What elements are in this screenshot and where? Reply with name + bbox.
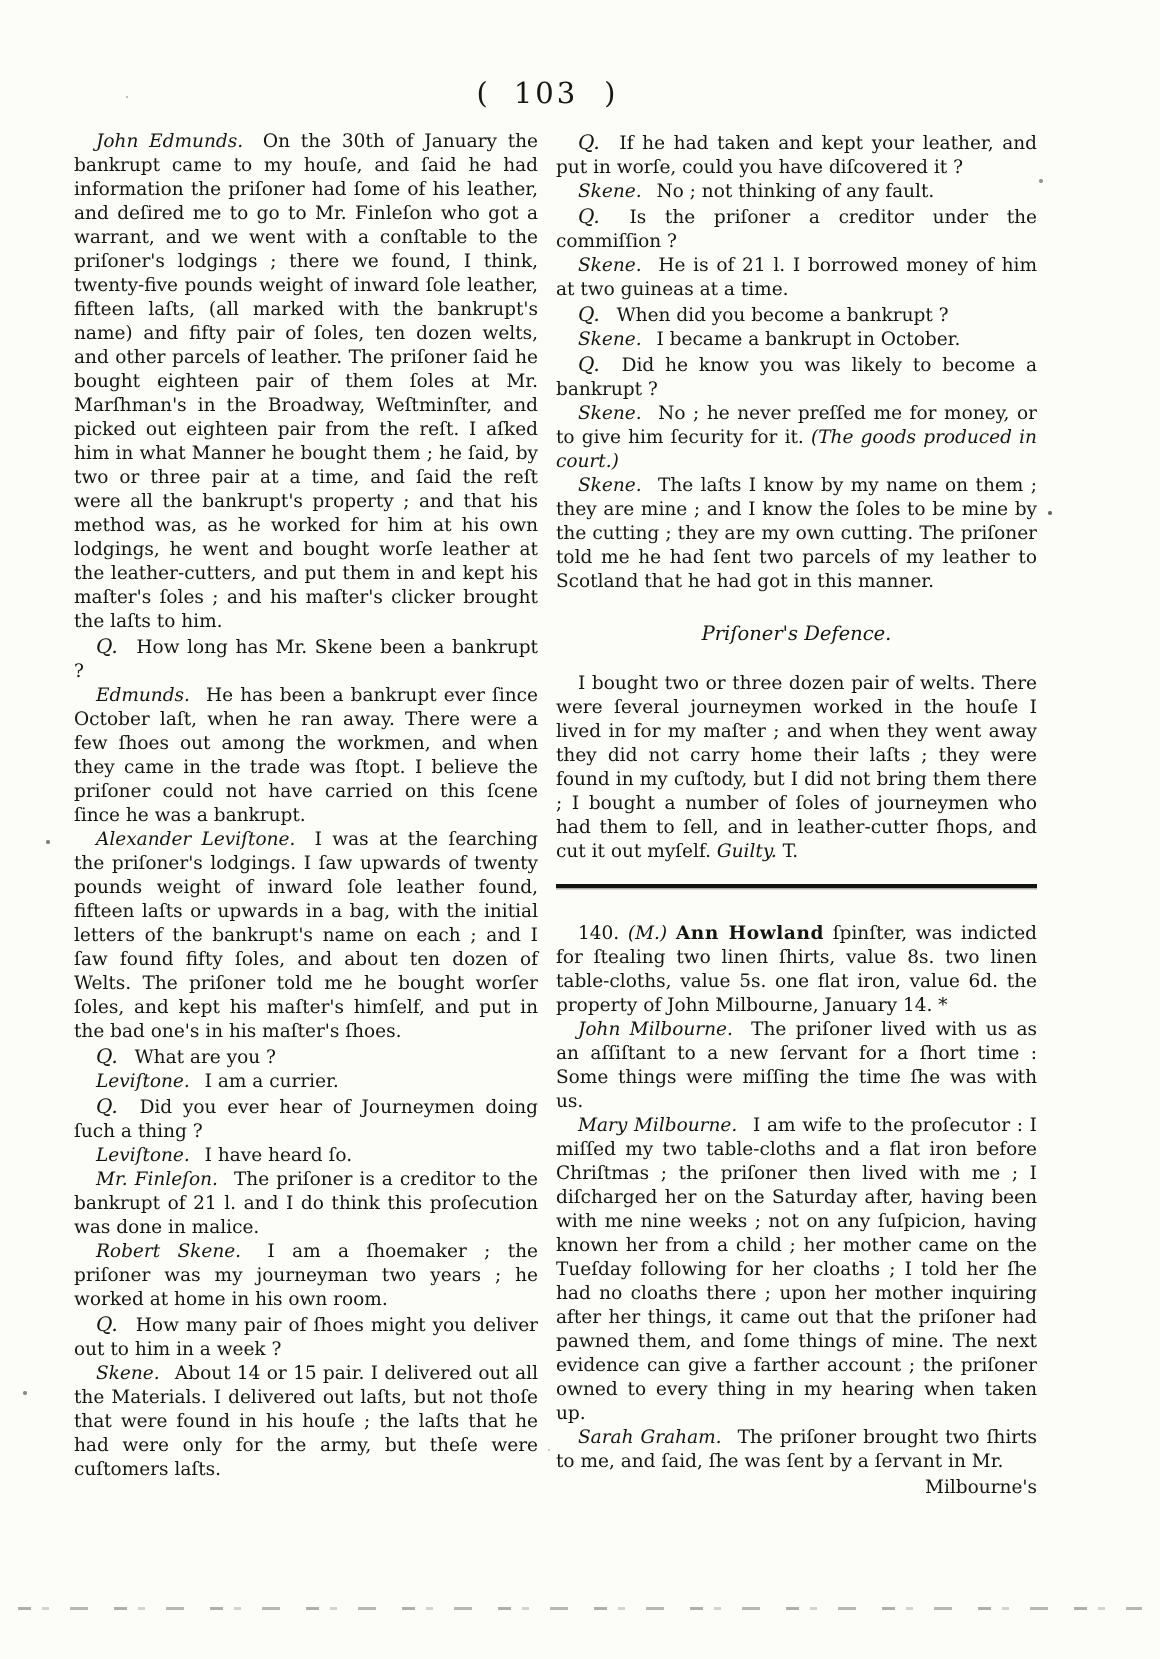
text-segment: (M.) xyxy=(627,923,668,944)
catchword: Milbourne's xyxy=(925,1477,1037,1498)
text-segment: The laſts I know by my name on them ; they are mine ; and I know the ſoles to be mine by the cutting ; they are my own cutting. The priſoner told me he had ſent two parcels of my leather to Scotland that he had got in this manner. xyxy=(556,475,1037,592)
speaker-name: Skene. xyxy=(578,329,642,350)
text-segment: The priſoner lived with us as an aſſiſtant to a new ſervant for a ſhort time : Some things were miſſing the time ſhe was with us. xyxy=(556,1019,1037,1112)
question-paragraph xyxy=(556,352,1037,402)
speaker-name: Sarah Graham. xyxy=(578,1427,722,1448)
text-column-right xyxy=(556,130,1037,1500)
speaker-name: John Edmunds. xyxy=(96,131,244,152)
paragraph xyxy=(556,1114,1037,1426)
scan-artifact-line xyxy=(18,1607,1142,1610)
paragraph xyxy=(556,254,1037,302)
speaker-name: Skene. xyxy=(578,181,642,202)
paragraph xyxy=(556,180,1037,204)
text-segment: Did he know you was likely to become a bankrupt ? xyxy=(556,355,1037,400)
text-segment: I am wife to the proſecutor : I miſſed my two table-cloths and a flat iron before Chriſtmas ; the priſoner then lived with me ; I diſcharged her on the Saturday after, having been with me nine weeks ; not on any ſuſpicion, having known her from a child ; her mother came on the Tueſday following for her cloaths ; I told her ſhe had no cloaths there ; upon her mother inquiring after her things, it came out that the priſoner had pawned them, and ſome things of mine. The next evidence can give a farther account ; the priſoner owned to every thing in my hearing when taken up. xyxy=(556,1115,1037,1424)
speaker-name: Mr. Finleſon. xyxy=(96,1169,218,1190)
section-heading: Priſoner's Defence. xyxy=(701,622,892,645)
text-segment: He is of 21 l. I borrowed money of him at two guineas at a time. xyxy=(556,255,1037,300)
paragraph xyxy=(556,402,1037,474)
page-number: 103 xyxy=(513,76,579,110)
text-segment: 140. xyxy=(578,923,620,944)
paragraph xyxy=(556,1018,1037,1114)
text-segment: What are you ? xyxy=(134,1047,276,1068)
text-segment: About 14 or 15 pair. I delivered out all the Materials. I delivered out laſts, but not thoſe that were found in his houſe ; the laſts that he had were only for the army, but theſe were cuſtomers laſts. xyxy=(74,1363,538,1480)
text-segment: How long has Mr. Skene been a bankrupt ? xyxy=(74,637,538,682)
speaker-name: Mary Milbourne. xyxy=(578,1115,738,1136)
question-paragraph xyxy=(556,130,1037,180)
question-marker: Q. xyxy=(578,130,600,154)
question-marker: Q. xyxy=(578,352,600,376)
paragraph xyxy=(74,1168,538,1240)
text-segment: I became a bankrupt in October. xyxy=(656,329,961,350)
header-open-paren: ( xyxy=(476,76,488,110)
text-segment: When did you become a bankrupt ? xyxy=(616,305,949,326)
paragraph xyxy=(74,828,538,1044)
paragraph xyxy=(74,1362,538,1482)
text-segment: Did you ever hear of Journeymen doing ſuch a thing ? xyxy=(74,1097,538,1142)
paragraph xyxy=(74,1144,538,1168)
speaker-name: Skene. xyxy=(578,255,642,276)
page-number-header xyxy=(0,76,1092,110)
text-segment: I am a currier. xyxy=(204,1071,339,1092)
text-segment: The priſoner brought two ſhirts to me, and ſaid, ſhe was ſent by a ſervant in Mr. xyxy=(556,1427,1038,1472)
speaker-name: John Milbourne. xyxy=(578,1019,733,1040)
paragraph xyxy=(74,130,538,634)
text-column-left xyxy=(74,130,538,1482)
question-paragraph xyxy=(556,204,1037,254)
paragraph xyxy=(556,672,1037,864)
text-segment: No ; he never preſſed me for money, or to give him ſecurity for it. xyxy=(556,403,1037,448)
question-paragraph xyxy=(74,634,538,684)
text-segment: I have heard ſo. xyxy=(204,1145,353,1166)
text-segment: He has been a bankrupt ever ſince October laſt, when he ran away. There were a few ſhoes out among the workmen, and when they came in the trade was ſtopt. I believe the priſoner could not have carried on this ſcene ſince he was a bankrupt. xyxy=(74,685,538,826)
text-segment: The priſoner is a creditor to the bankrupt of 21 l. and I do think this proſecution was done in malice. xyxy=(74,1169,539,1238)
scan-artifact-specks xyxy=(0,0,2,2)
text-segment: On the 30th of January the bankrupt came to my houſe, and ſaid he had information the priſoner had ſome of his leather, and deſired me to go to Mr. Finleſon who got a warrant, and we went with a conſtable to the priſoner's lodgings ; there we found, I think, twenty-five pounds weight of inward ſole leather, fifteen laſts, (all marked with the bankrupt's name) and fifty pair of ſoles, ten dozen welts, and other parcels of leather. The priſoner ſaid he bought eighteen pair of them ſoles at Mr. Marſhman's in the Broadway, Weſtminſter, and picked out eighteen pair from the reſt. I aſked him in what Manner he bought them ; he ſaid, by two or three pair at a time, and ſaid the reſt were all the bankrupt's property ; and that his method was, as he worked for him at his own lodgings, he went and bought worſe leather at the leather-cutters, and put them in and kept his maſter's ſoles ; and his maſter's clicker brought the laſts to him. xyxy=(74,131,538,632)
text-segment: (The goods produced in court.) xyxy=(556,427,1037,472)
text-segment: If he had taken and kept your leather, and put in worſe, could you have diſcovered it ? xyxy=(556,133,1037,178)
speaker-name: Edmunds. xyxy=(96,685,190,706)
question-paragraph xyxy=(556,302,1037,328)
question-marker: Q. xyxy=(578,302,600,326)
paragraph xyxy=(74,684,538,828)
trial-divider-rule xyxy=(556,884,1037,888)
question-paragraph xyxy=(74,1044,538,1070)
question-marker: Q. xyxy=(96,1312,118,1336)
speaker-name: Robert Skene. xyxy=(96,1241,242,1262)
question-marker: Q. xyxy=(578,204,600,228)
text-segment: ſpinſter, was indicted for ſtealing two linen ſhirts, value 8s. two linen table-cloths, value 5s. one flat iron, value 6d. the property of John Milbourne, January 14. * xyxy=(556,923,1037,1016)
speaker-name: Skene. xyxy=(96,1363,160,1384)
question-paragraph xyxy=(74,1094,538,1144)
question-marker: Q. xyxy=(96,1094,118,1118)
paragraph xyxy=(556,474,1037,594)
text-segment: How many pair of ſhoes might you deliver out to him in a week ? xyxy=(74,1315,538,1360)
text-segment: I am a ſhoemaker ; the priſoner was my journeyman two years ; he worked at home in his own room. xyxy=(74,1241,539,1310)
speaker-name: Alexander Leviſtone. xyxy=(96,829,296,850)
paragraph xyxy=(74,1240,538,1312)
text-segment: I was at the ſearching the priſoner's lodgings. I ſaw upwards of twenty pounds weight of inward ſole leather found, fifteen laſts or upwards in a bag, with the initial letters of the bankrupt's name on each ; and I ſaw found fifty ſoles, and about ten dozen of Welts. The priſoner told me he bought worſer ſoles, and kept his maſter's himſelf, and put in the bad one's in his maſter's ſhoes. xyxy=(74,829,538,1042)
paragraph xyxy=(556,328,1037,352)
header-close-paren: ) xyxy=(604,76,616,110)
text-segment: Guilty. xyxy=(716,841,777,862)
text-segment: No ; not thinking of any fault. xyxy=(656,181,935,202)
text-segment: Is the priſoner a creditor under the commiſſion ? xyxy=(556,207,1038,252)
speaker-name: Skene. xyxy=(578,403,642,424)
question-paragraph xyxy=(74,1312,538,1362)
speaker-name: Leviſtone. xyxy=(96,1145,190,1166)
paragraph xyxy=(74,1070,538,1094)
question-marker: Q. xyxy=(96,634,118,658)
text-segment: T. xyxy=(782,841,799,862)
paragraph xyxy=(556,1426,1037,1474)
paragraph xyxy=(556,922,1037,1018)
speaker-name: Skene. xyxy=(578,475,642,496)
text-segment: I bought two or three dozen pair of welts. There were ſeveral journeymen worked in the houſe I lived in for my maſter ; and when they went away they did not carry home their laſts ; they were found in my cuſtody, but I did not bring them there ; I bought a number of ſoles of journeymen who had them to ſell, and in leather-cutter ſhops, and cut it out myſelf. xyxy=(556,673,1037,862)
question-marker: Q. xyxy=(96,1044,118,1068)
speaker-name: Leviſtone. xyxy=(96,1071,190,1092)
defendant-name: Ann Howland xyxy=(675,923,825,944)
